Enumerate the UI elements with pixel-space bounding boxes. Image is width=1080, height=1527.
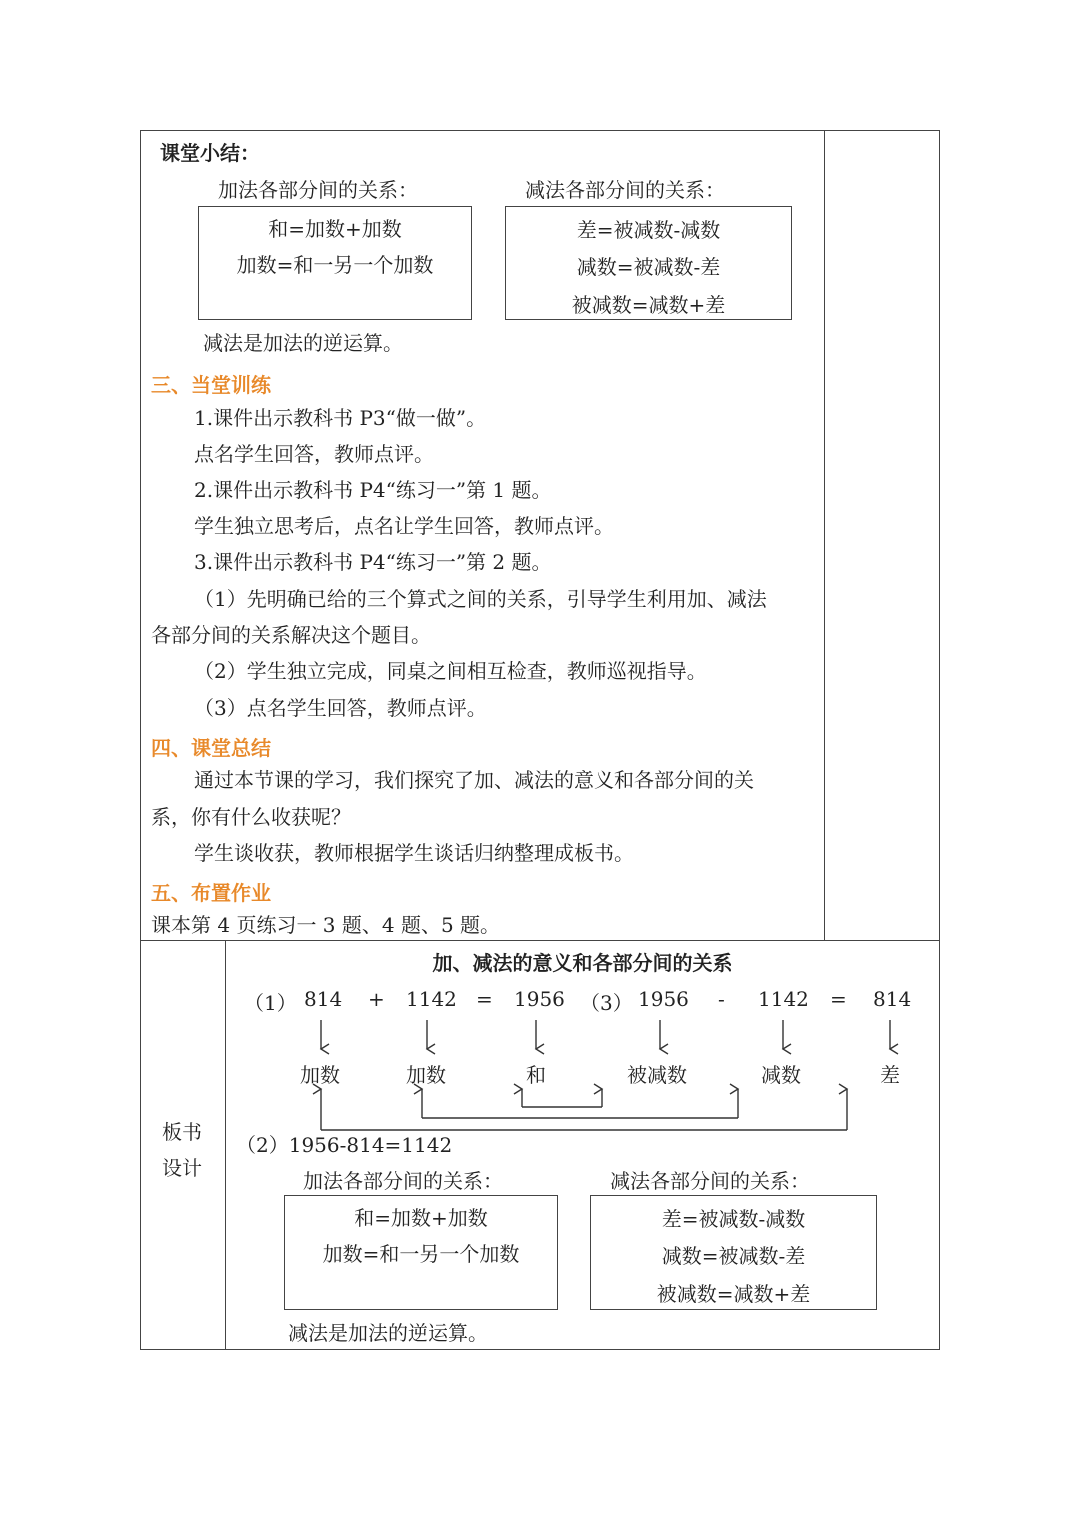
summary-sub-line: 差=被减数-减数 (576, 218, 721, 242)
eq2: （2）1956-814=1142 (236, 1133, 453, 1157)
role-label: 加数 (300, 1063, 340, 1087)
board-add-line: 加数=和一另一个加数 (322, 1242, 520, 1266)
board-sub-line: 差=被减数-减数 (661, 1207, 806, 1231)
practice-heading: 三、当堂训练 (151, 373, 271, 397)
practice-line: 各部分间的关系解决这个题目。 (151, 623, 431, 647)
board-sub-line: 减数=被减数-差 (661, 1244, 806, 1268)
practice-line: （1）先明确已给的三个算式之间的关系，引导学生利用加、减法 (194, 587, 767, 611)
board-sub-box (590, 1195, 877, 1310)
eq3-b: 1142 (758, 987, 809, 1011)
summary-add-line: 加数=和一另一个加数 (236, 253, 434, 277)
eq1-c: 1956 (514, 987, 565, 1011)
board-note: 减法是加法的逆运算。 (288, 1321, 488, 1345)
eq1-label: （1） (244, 991, 297, 1015)
board-add-heading: 加法各部分间的关系： (303, 1169, 503, 1193)
board-add-box (284, 1195, 558, 1310)
summary-add-line: 和=加数+加数 (268, 217, 402, 241)
practice-line: 点名学生回答，教师点评。 (194, 442, 434, 466)
eq3-eq: = (830, 987, 847, 1011)
practice-line: 2.课件出示教科书 P4“练习一”第 1 题。 (194, 478, 552, 502)
practice-line: 3.课件出示教科书 P4“练习一”第 2 题。 (194, 550, 552, 574)
conclusion-heading: 四、课堂总结 (151, 736, 271, 760)
role-label: 被减数 (627, 1063, 687, 1087)
board-add-line: 和=加数+加数 (354, 1206, 488, 1230)
practice-line: （3）点名学生回答，教师点评。 (194, 696, 487, 720)
summary-sub-line: 被减数=减数+差 (571, 293, 726, 317)
practice-line: 1.课件出示教科书 P3“做一做”。 (194, 406, 487, 430)
practice-line: 学生独立思考后，点名让学生回答，教师点评。 (194, 514, 614, 538)
eq3-c: 814 (873, 987, 912, 1011)
board-label-line2: 设计 (162, 1156, 202, 1180)
eq1-a: 814 (304, 987, 343, 1011)
role-label: 加数 (406, 1063, 446, 1087)
homework-text: 课本第 4 页练习一 3 题、4 题、5 题。 (151, 913, 501, 937)
board-sub-heading: 减法各部分间的关系： (610, 1169, 810, 1193)
practice-line: （2）学生独立完成，同桌之间相互检查，教师巡视指导。 (194, 659, 707, 683)
conclusion-line: 学生谈收获，教师根据学生谈话归纳整理成板书。 (194, 841, 634, 865)
summary-title: 课堂小结： (160, 141, 260, 165)
role-label: 和 (526, 1063, 546, 1087)
summary-add-heading: 加法各部分间的关系： (218, 178, 418, 202)
eq3-label: （3） (580, 991, 633, 1015)
eq1-b: 1142 (406, 987, 457, 1011)
eq1-op: + (368, 987, 385, 1011)
summary-sub-line: 减数=被减数-差 (576, 255, 721, 279)
conclusion-line: 系，你有什么收获呢？ (151, 805, 351, 829)
summary-sub-heading: 减法各部分间的关系： (525, 178, 725, 202)
role-label: 差 (880, 1063, 900, 1087)
board-label-line1: 板书 (162, 1120, 202, 1144)
eq3-op: - (718, 987, 725, 1011)
conclusion-line: 通过本节课的学习，我们探究了加、减法的意义和各部分间的关 (194, 768, 754, 792)
eq3-a: 1956 (638, 987, 689, 1011)
summary-note: 减法是加法的逆运算。 (203, 331, 403, 355)
eq1-eq: = (476, 987, 493, 1011)
board-sub-line: 被减数=减数+差 (656, 1282, 811, 1306)
homework-heading: 五、布置作业 (151, 881, 271, 905)
role-label: 减数 (761, 1063, 801, 1087)
board-title: 加、减法的意义和各部分间的关系 (432, 951, 733, 975)
